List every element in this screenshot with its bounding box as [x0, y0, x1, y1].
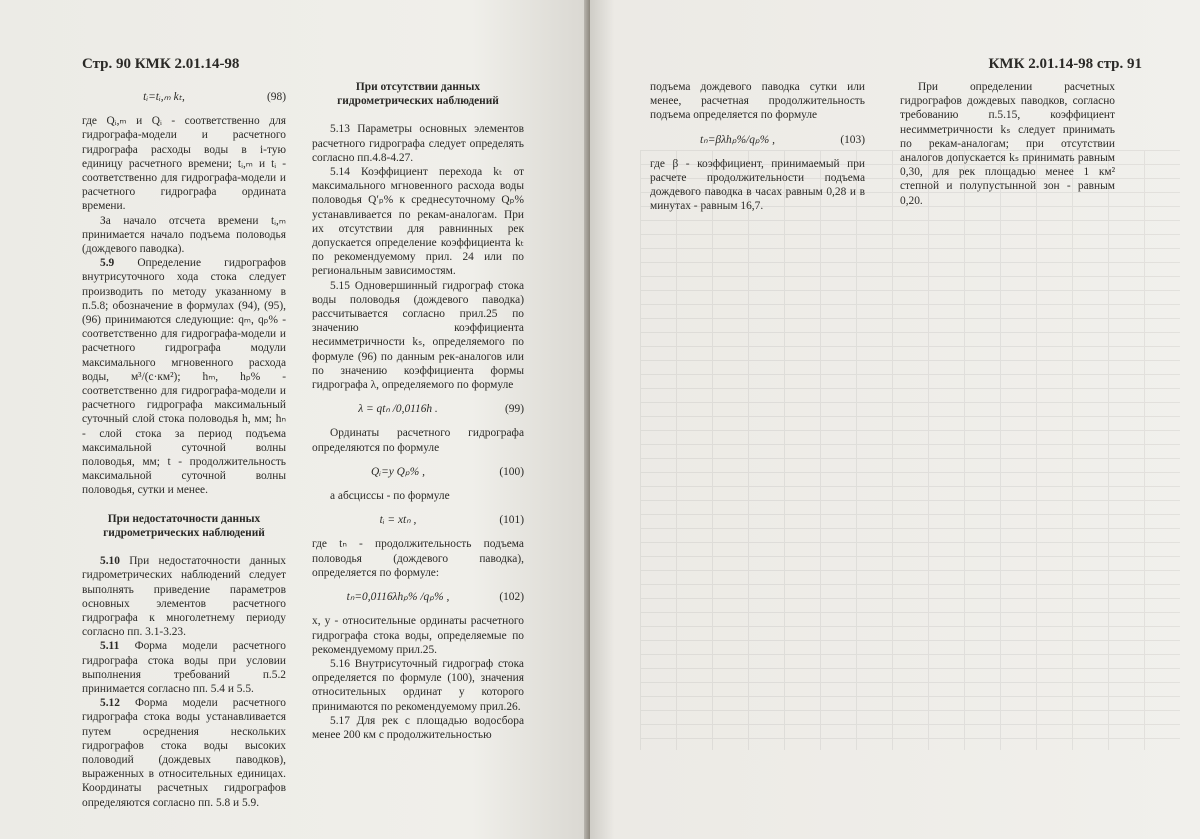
paragraph-ordinates: Ординаты расчетного гидрографа определяются по формуле — [312, 427, 524, 454]
formula-98-number: (98) — [267, 91, 286, 103]
formula-99-expression: λ = qtₙ /0,0116h . — [358, 403, 438, 416]
formula-101-number: (101) — [499, 514, 524, 527]
paragraph-text: При недостаточности данных гидрометрических наблюдений следует выполнять приведение параметров основных элементов расчетного гидрографа к многолетнему периоду согласно пп. 3.1-3.23. — [82, 555, 286, 639]
left-column-1 — [82, 80, 286, 810]
paragraph-5-11 — [82, 639, 286, 696]
paragraph-text: Определение гидрографов внутрисуточного хода стока следует производить по методу указанному в п.5.8; обозначение в формулах (94), (95), (96) принимаются следующие: qₘ, qₚ% - соответственно для гидрографа-модели и расчетного гидрографа модули максимального мгновенного расхода воды, м³/(с·км²); hₘ, hₚ% - соответственно для гидрографа-модели и расчетного гидрографа максимальный суточный слой стока половодья h, мм; hₙ - слой стока за период подъема максимальной суточной волны половодья, мм; t - продолжительность максимальной суточной волны половодья, сутки и менее. — [82, 257, 286, 497]
paragraph-time-origin: За начало отсчета времени tᵢ,ₘ принимается начало подъема половодья (дождевого паводка). — [82, 214, 286, 256]
paragraph-rise-duration: где tₙ - продолжительность подъема половодья (дождевого паводка), определяется по формуле: — [312, 538, 524, 579]
clause-number: 5.9 — [100, 257, 115, 270]
clause-number: 5.10 — [100, 555, 120, 568]
paragraph-5-13: 5.13 Параметры основных элементов расчетного гидрографа следует определять согласно пп.4.8-4.27. — [312, 123, 524, 164]
formula-99 — [312, 402, 524, 416]
left-page — [0, 0, 590, 839]
paragraph-5-17: 5.17 Для рек с площадью водосбора менее 200 км с продолжительностью — [312, 714, 524, 741]
formula-102 — [312, 590, 524, 604]
formula-100-expression: Qᵢ=y Qₚ% , — [371, 465, 425, 478]
formula-102-expression: tₙ=0,0116λhₚ% /qₚ% , — [346, 591, 450, 604]
paragraph-abscissas: а абсциссы - по формуле — [330, 490, 450, 503]
formula-101-expression: tᵢ = xtₙ , — [379, 514, 417, 527]
paragraph-5-12 — [82, 696, 286, 810]
clause-number: 5.11 — [100, 640, 120, 653]
left-column-2 — [312, 80, 524, 742]
section-heading-no-data: При отсутствии данных гидрометрических наблюдений — [337, 81, 499, 108]
formula-98 — [82, 90, 286, 104]
formula-99-number: (99) — [505, 403, 524, 416]
paragraph-beta: где β - коэффициент, принимаемый при расчете продолжительности подъема дождевого паводка в часах равным 0,28 и в минутах - равным 16,7. — [650, 157, 865, 213]
paragraph-5-14: 5.14 Коэффициент перехода kₜ от максимального мгновенного расхода воды половодья Q′ₚ% к среднесуточному Qₚ% устанавливается по рекам-аналогам. При их отсутствии для равнинных рек допускается определение коэффициента kₜ по рекомендуемому прил. 24 или по региональным зависимостям. — [312, 166, 524, 278]
formula-102-number: (102) — [499, 591, 524, 604]
paragraph-5-9 — [82, 256, 286, 497]
left-page-header: Стр. 90 КМК 2.01.14-98 — [82, 56, 240, 72]
formula-98-expression: tᵢ=tᵢ,ₘ kₜ, — [143, 91, 185, 103]
section-heading-insufficient-data: При недостаточности данных гидрометрических наблюдений — [103, 512, 265, 539]
formula-100-number: (100) — [499, 465, 524, 478]
paragraph-rise-continued: подъема дождевого паводка сутки или менее, расчетная продолжительность подъема определяется по формуле — [650, 81, 865, 122]
formula-100 — [312, 465, 524, 479]
paragraph-definitions: где Qᵢ,ₘ и Qᵢ - соответственно для гидрографа-модели и расчетного гидрографа расходы воды в i-тую единицу расчетного времени; tᵢ,ₘ и tᵢ - соответственно для гидрографа-модели и расчетного гидрографа ордината времени. — [82, 115, 286, 213]
paragraph-5-10 — [82, 554, 286, 639]
formula-101 — [312, 513, 524, 527]
paragraph-relative-ordinates: x, y - относительные ординаты расчетного гидрографа стока воды, определяемые по рекомендуемому прил.25. — [312, 615, 524, 656]
show-through-table — [640, 150, 1180, 750]
formula-103-number: (103) — [840, 133, 865, 146]
right-page-header: КМК 2.01.14-98 стр. 91 — [988, 56, 1142, 72]
paragraph-text: Форма модели расчетного гидрографа стока воды при условии выполнения требований п.5.2 принимается согласно пп. 5.4 и 5.5. — [82, 640, 286, 695]
paragraph-rain-flood: При определении расчетных гидрографов дождевых паводков, согласно требованию п.5.15, коэффициент несимметричности kₛ следует принимать по рекам-аналогам; при отсутствии аналогов допускается kₛ принимать равным 0,30, для рек площадью менее 1 км² степной и полупустынной зон - равным 0,20. — [900, 81, 1115, 207]
paragraph-5-16: 5.16 Внутрисуточный гидрограф стока определяется по формуле (100), значения относительных ординат y которого принимаются по рекомендуемому прил.26. — [312, 657, 524, 713]
paragraph-text: Форма модели расчетного гидрографа стока воды устанавливается путем осреднения нескольких гидрографов стока воды высоких половодий (дождевых паводков), выраженных в относительных единицах. Координаты расчетных гидрографов определяются согласно пп. 5.8 и 5.9. — [82, 697, 286, 809]
formula-103 — [650, 133, 865, 147]
formula-103-expression: tₙ=βλhₚ%/qₚ% , — [700, 133, 775, 146]
clause-number: 5.12 — [100, 697, 120, 710]
paragraph-5-15: 5.15 Одновершинный гидрограф стока воды половодья (дождевого паводка) рассчитывается согласно прил.25 по значению коэффициента несимметричности kₛ, определяемого по формуле (96) по данным рек-аналогов или по значению коэффициента формы гидрографа λ, определяемого по формуле — [312, 279, 524, 392]
